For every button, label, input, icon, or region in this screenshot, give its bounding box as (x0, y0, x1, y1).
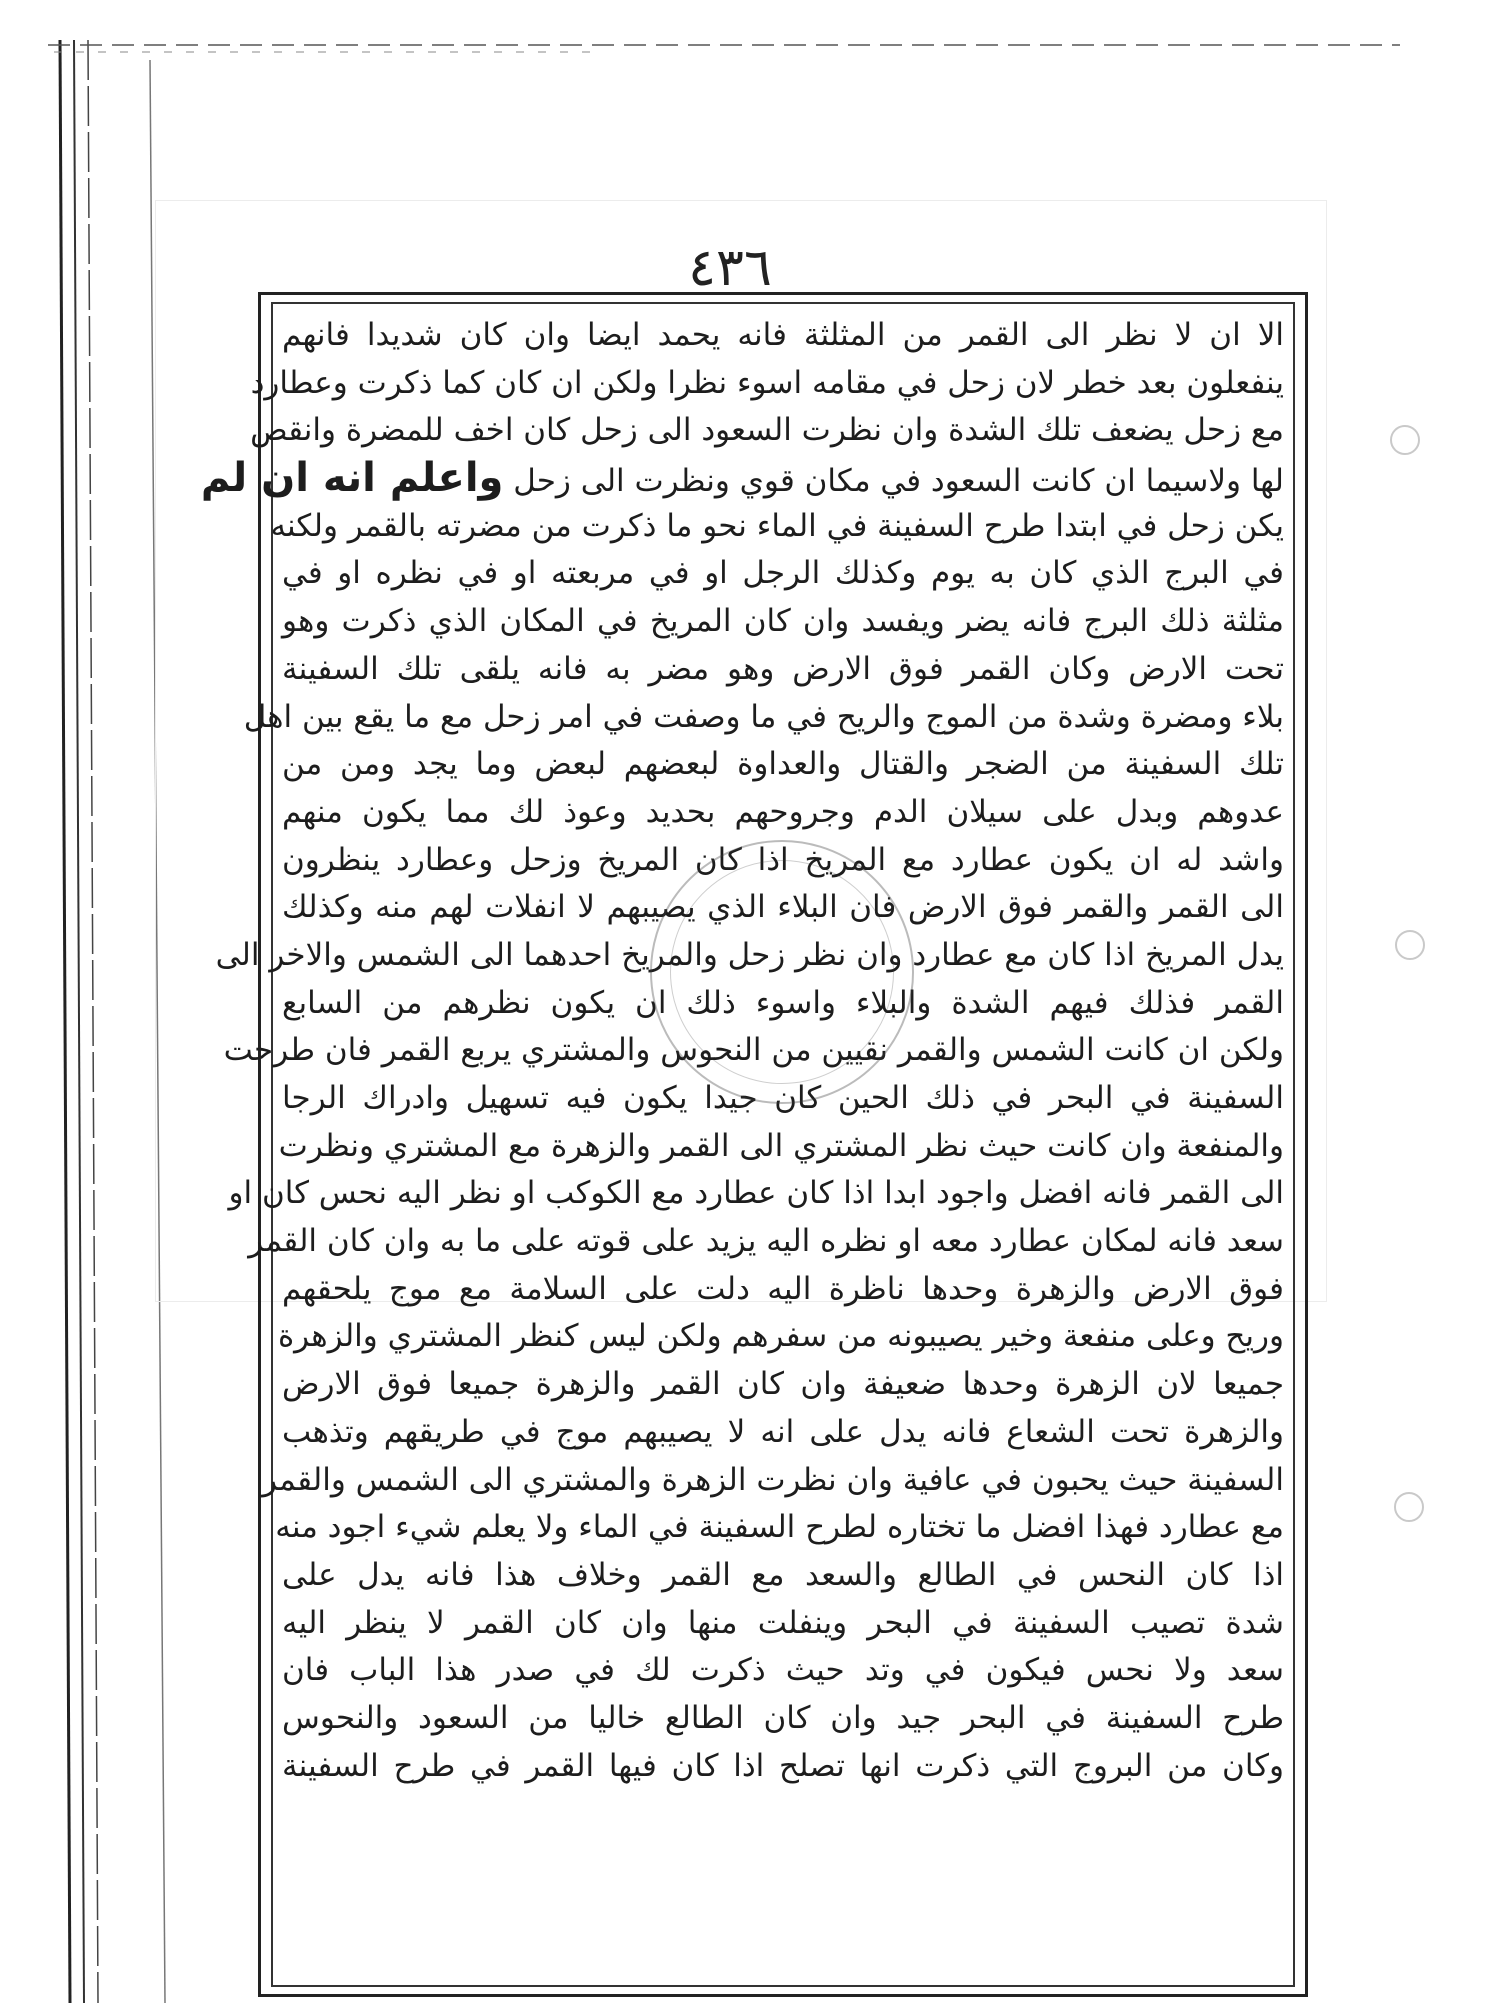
text-line: ولكن ان كانت الشمس والقمر نقيين من النحوس والمشتري يربع القمر فان طرحت (223, 1032, 1284, 1069)
text-line: سعد ولا نحس فيكون في وتد حيث ذكرت لك في صدر هذا الباب فان (282, 1652, 1284, 1689)
text-line: والزهرة تحت الشعاع فانه يدل على انه لا يصيبهم موج في طريقهم وتذهب (282, 1413, 1284, 1450)
text-line (200, 455, 1284, 503)
text-line: يدل المريخ اذا كان مع عطارد وان نظر زحل والمريخ احدهما الى الشمس والاخر الى (215, 936, 1284, 973)
text-line: السفينة في البحر في ذلك الحين كان جيدا يكون فيه تسهيل وادراك الرجا (282, 1080, 1284, 1116)
text-line: والمنفعة وان كانت حيث نظر المشتري الى القمر والزهرة مع المشتري ونظرت (278, 1127, 1284, 1164)
emphasis-phrase: واعلم انه ان لم (200, 455, 504, 502)
text-line: في البرج الذي كان به يوم وكذلك الرجل او في مربعته او في نظره او في (282, 555, 1284, 592)
text-line: بلاء ومضرة وشدة من الموج والريح في ما وصفت في امر زحل مع ما يقع بين اهل (243, 698, 1284, 735)
text-line: تحت الارض وكان القمر فوق الارض وهو مضر به فانه يلقى تلك السفينة (282, 650, 1284, 687)
text-line-part: لها ولاسيما ان كانت السعود في مكان قوي ونظرت الى زحل (513, 463, 1284, 500)
text-line: ينفعلون بعد خطر لان زحل في مقامه اسوء نظرا ولكن ان كان كما ذكرت وعطارد (250, 364, 1284, 401)
text-line: الى القمر والقمر فوق الارض فان البلاء الذي يصيبهم لا انفلات لهم منه وكذلك (282, 889, 1284, 926)
text-line: مثلثة ذلك البرج فانه يضر ويفسد وان كان المريخ في المكان الذي ذكرت وهو (282, 603, 1284, 640)
text-line: طرح السفينة في البحر جيد وان كان الطالع خاليا من السعود والنحوس (282, 1699, 1284, 1736)
text-line: يكن زحل في ابتدا طرح السفينة في الماء نحو ما ذكرت من مضرته بالقمر ولكنه (270, 507, 1284, 544)
text-line: القمر فذلك فيهم الشدة والبلاء واسوء ذلك ان يكون نظرهم من السابع (282, 984, 1284, 1021)
text-line: مع زحل يضعف تلك الشدة وان نظرت السعود الى زحل كان اخف للمضرة وانقص (250, 412, 1284, 449)
text-line: الا ان لا نظر الى القمر من المثلثة فانه يحمد ايضا وان كان شديدا فانهم (282, 317, 1284, 353)
punch-hole (1394, 1492, 1424, 1522)
text-line: اذا كان النحس في الطالع والسعد مع القمر وخلاف هذا فانه يدل على (282, 1556, 1284, 1593)
text-line: واشد له ان يكون عطارد مع المريخ اذا كان المريخ وزحل وعطارد ينظرون (282, 841, 1284, 878)
punch-hole (1395, 930, 1425, 960)
text-line: وريح وعلى منفعة وخير يصيبونه من سفرهم ولكن ليس كنظر المشتري والزهرة (277, 1318, 1284, 1355)
text-line: جميعا لان الزهرة وحدها ضعيفة وان كان القمر والزهرة جميعا فوق الارض (282, 1366, 1284, 1403)
text-line: شدة تصيب السفينة في البحر وينفلت منها وان كان القمر لا ينظر اليه (282, 1604, 1284, 1641)
manuscript-text (200, 312, 1284, 1982)
text-line: وكان من البروج التي ذكرت انها تصلح اذا كان فيها القمر في طرح السفينة (282, 1747, 1284, 1784)
text-line: فوق الارض والزهرة وحدها ناظرة اليه دلت على السلامة مع موج يلحقهم (282, 1270, 1284, 1307)
text-line: السفينة حيث يحبون في عافية وان نظرت الزهرة والمشتري الى الشمس والقمر (262, 1461, 1284, 1498)
punch-hole (1390, 425, 1420, 455)
text-line: عدوهم وبدل على سيلان الدم وجروحهم بحديد وعوذ لك مما يكون منهم (282, 793, 1284, 830)
text-line: الى القمر فانه افضل واجود ابدا اذا كان عطارد مع الكوكب او نظر اليه نحس كان او (228, 1175, 1284, 1212)
page-number: ٤٣٦ (688, 238, 772, 298)
text-line: سعد فانه لمكان عطارد معه او نظره اليه يزيد على قوته على ما به وان كان القمر (248, 1223, 1284, 1260)
text-line: تلك السفينة من الضجر والقتال والعداوة لبعضهم لبعض وما يجد ومن من (282, 746, 1284, 783)
text-line: مع عطارد فهذا افضل ما تختاره لطرح السفينة في الماء ولا يعلم شيء اجود منه (275, 1509, 1284, 1546)
